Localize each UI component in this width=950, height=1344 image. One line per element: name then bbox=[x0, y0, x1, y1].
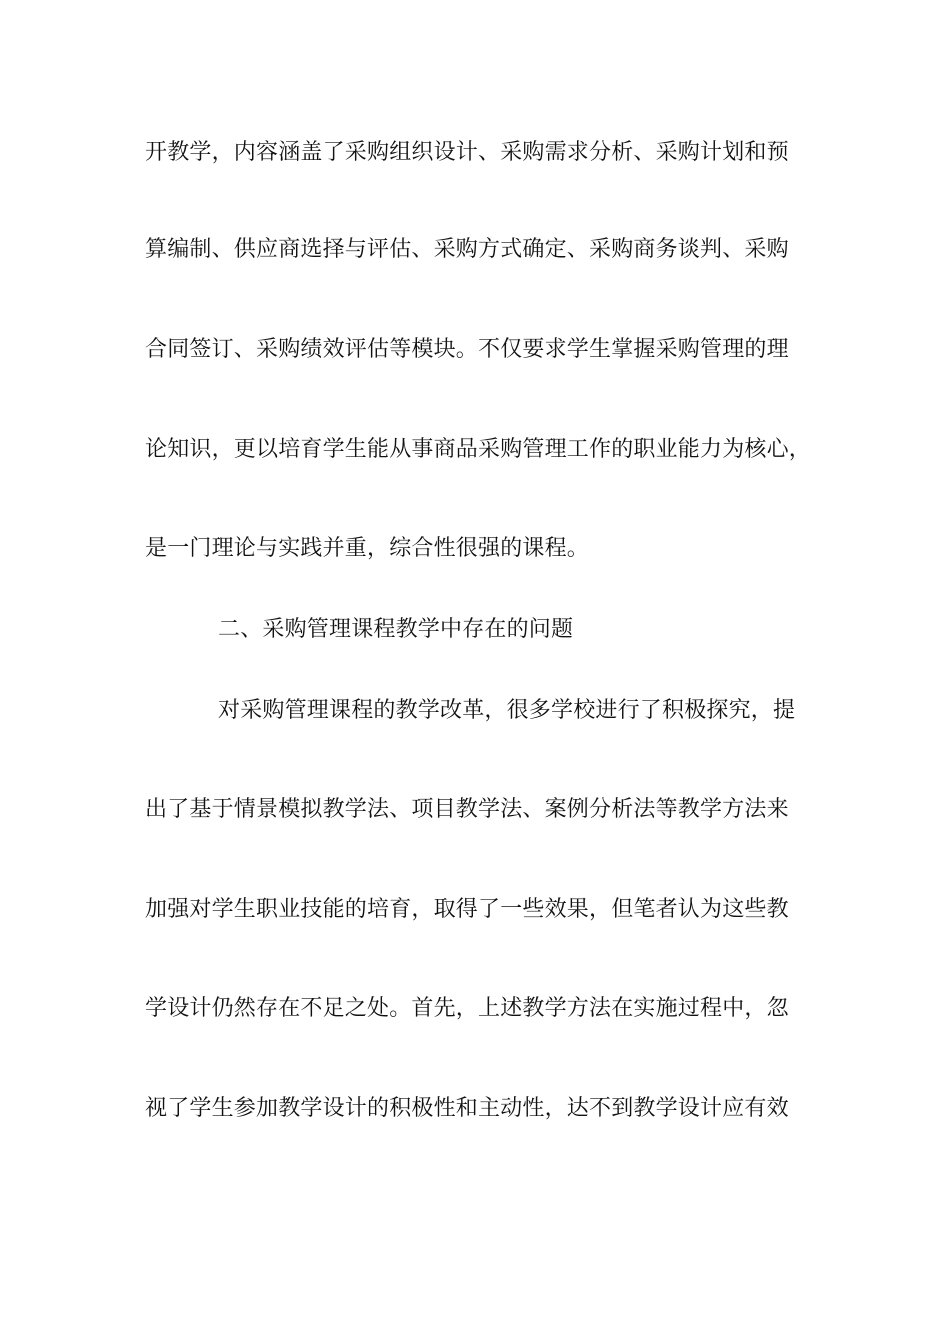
section-heading: 二、采购管理课程教学中存在的问题 bbox=[218, 617, 574, 642]
paragraph-line: 对采购管理课程的教学改革，很多学校进行了积极探究，提 bbox=[218, 698, 796, 723]
paragraph-line: 出了基于情景模拟教学法、项目教学法、案例分析法等教学方法来 bbox=[145, 797, 789, 822]
paragraph-line: 学设计仍然存在不足之处。首先，上述教学方法在实施过程中，忽 bbox=[145, 996, 789, 1021]
paragraph-line: 论知识，更以培育学生能从事商品采购管理工作的职业能力为核心， bbox=[145, 437, 812, 462]
paragraph-line: 算编制、供应商选择与评估、采购方式确定、采购商务谈判、采购 bbox=[145, 237, 789, 262]
paragraph-line: 是一门理论与实践并重，综合性很强的课程。 bbox=[145, 536, 590, 561]
paragraph-line: 视了学生参加教学设计的积极性和主动性，达不到教学设计应有效 bbox=[145, 1096, 789, 1121]
paragraph-line: 加强对学生职业技能的培育，取得了一些效果，但笔者认为这些教 bbox=[145, 897, 789, 922]
paragraph-line: 合同签订、采购绩效评估等模块。不仅要求学生掌握采购管理的理 bbox=[145, 337, 789, 362]
paragraph-line: 开教学，内容涵盖了采购组织设计、采购需求分析、采购计划和预 bbox=[145, 140, 789, 165]
